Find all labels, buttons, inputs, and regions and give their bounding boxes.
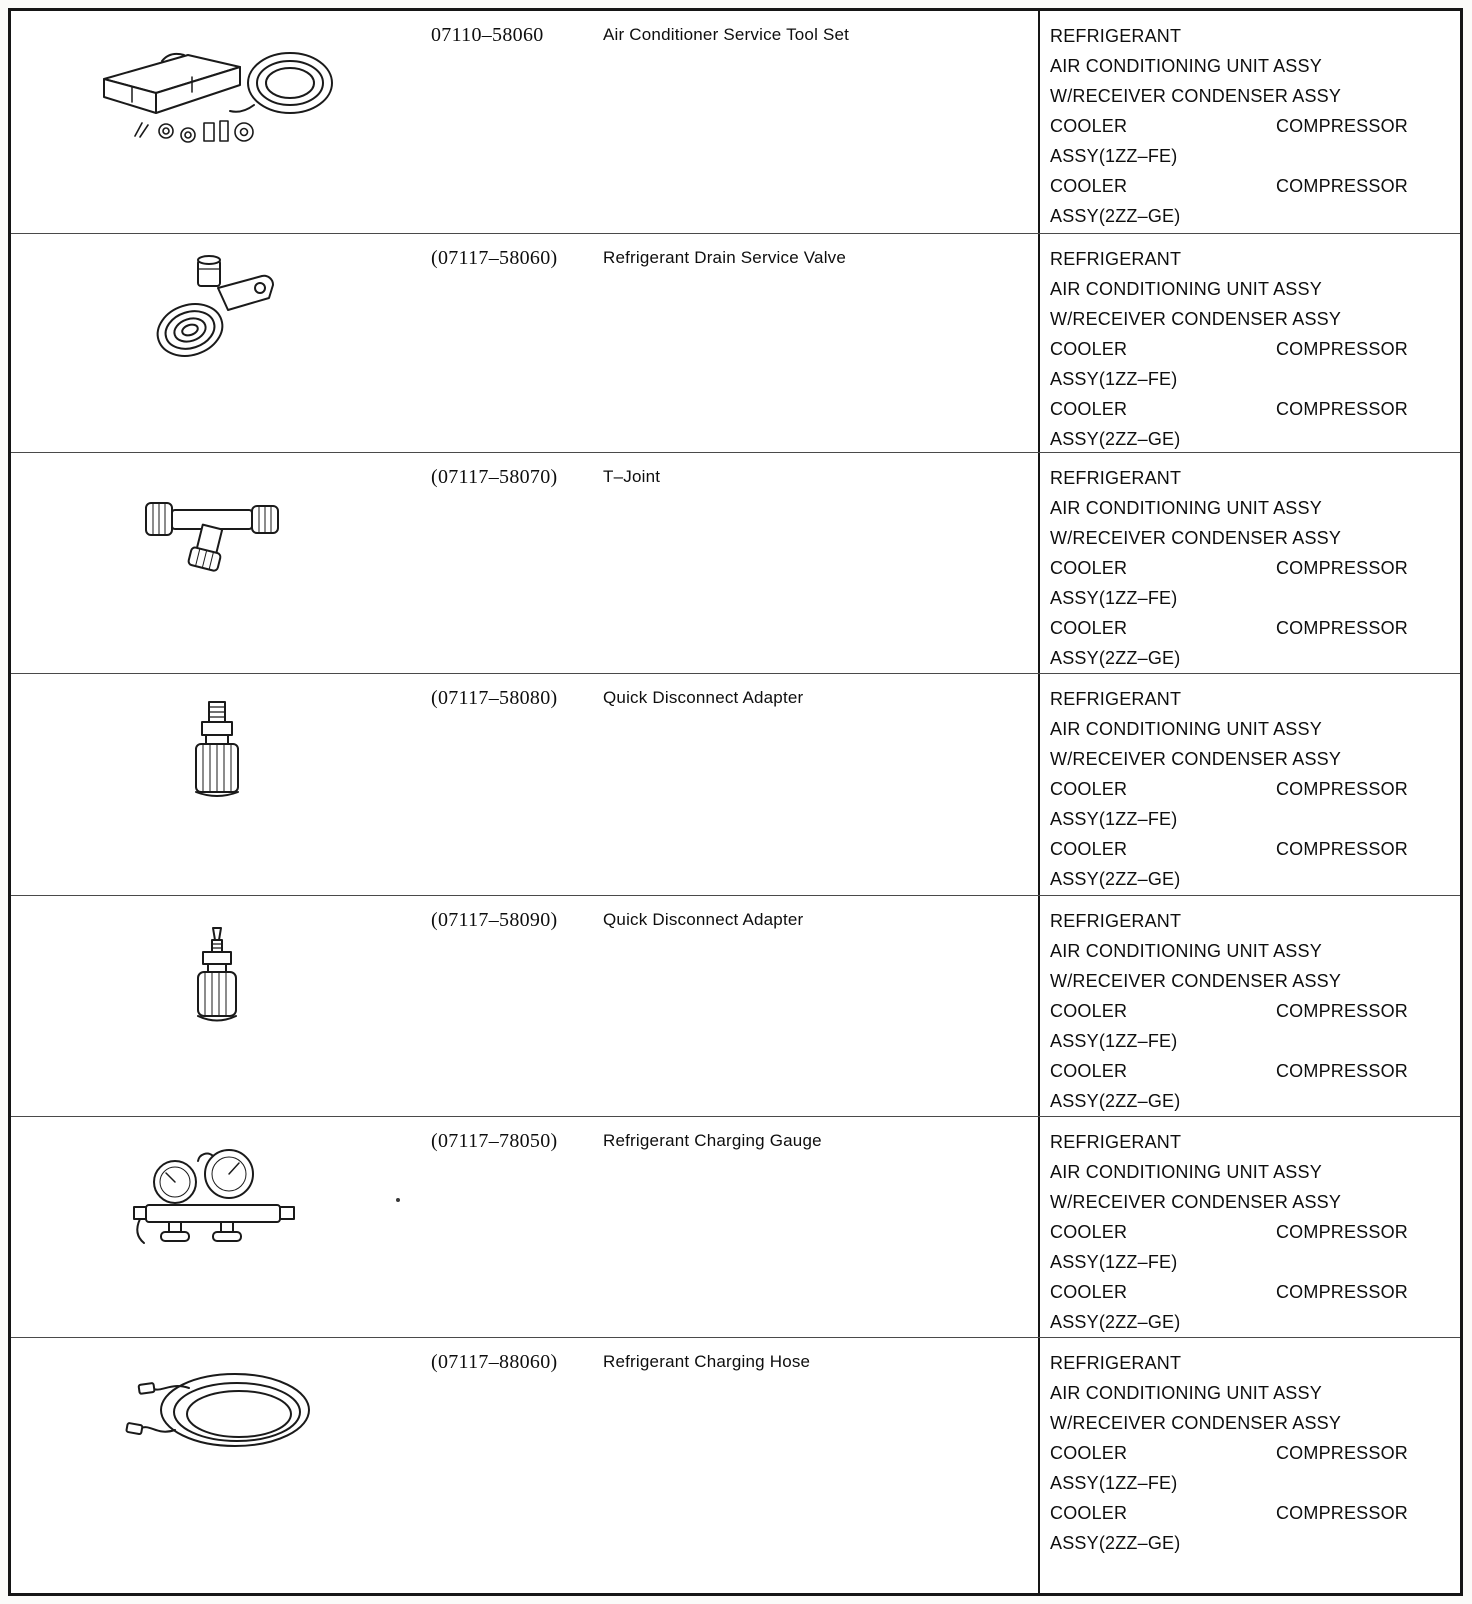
applications-list bbox=[1038, 674, 1460, 895]
application-text: COMPRESSOR bbox=[1275, 1443, 1408, 1463]
application-text: COOLER bbox=[1050, 116, 1128, 136]
application-line bbox=[1050, 493, 1408, 523]
application-text: COMPRESSOR bbox=[1275, 618, 1408, 638]
application-line bbox=[1050, 1127, 1408, 1157]
table-row bbox=[11, 1116, 1460, 1337]
application-text: COOLER bbox=[1050, 558, 1128, 578]
applications-list bbox=[1038, 234, 1460, 454]
application-line bbox=[1050, 583, 1408, 613]
application-line bbox=[1050, 996, 1408, 1026]
tool-name: Quick Disconnect Adapter bbox=[603, 688, 804, 707]
application-line bbox=[1050, 171, 1408, 201]
application-line bbox=[1050, 523, 1408, 553]
application-line bbox=[1050, 1277, 1408, 1307]
application-line bbox=[1050, 1247, 1408, 1277]
table-row bbox=[11, 895, 1460, 1116]
tool-name: Air Conditioner Service Tool Set bbox=[603, 25, 850, 44]
application-line bbox=[1050, 714, 1408, 744]
refrigerant-drain-service-valve-illustration bbox=[142, 252, 292, 372]
application-text: ASSY(2ZZ–GE) bbox=[1050, 429, 1181, 449]
application-text: AIR CONDITIONING UNIT ASSY bbox=[1050, 941, 1322, 961]
application-text: ASSY(2ZZ–GE) bbox=[1050, 206, 1181, 226]
table-row bbox=[11, 452, 1460, 673]
application-line bbox=[1050, 141, 1408, 171]
quick-disconnect-adapter-illustration bbox=[181, 698, 253, 810]
application-text: COMPRESSOR bbox=[1275, 558, 1408, 578]
application-text: ASSY(2ZZ–GE) bbox=[1050, 1091, 1181, 1111]
table-row bbox=[11, 11, 1460, 233]
application-text: ASSY(1ZZ–FE) bbox=[1050, 146, 1178, 166]
application-line bbox=[1050, 1026, 1408, 1056]
application-text: REFRIGERANT bbox=[1050, 249, 1182, 269]
application-line bbox=[1050, 1056, 1408, 1086]
application-text: COOLER bbox=[1050, 176, 1128, 196]
application-text: AIR CONDITIONING UNIT ASSY bbox=[1050, 719, 1322, 739]
application-text: ASSY(1ZZ–FE) bbox=[1050, 588, 1178, 608]
application-line bbox=[1050, 1528, 1408, 1558]
application-line bbox=[1050, 304, 1408, 334]
table-row bbox=[11, 673, 1460, 895]
application-text: ASSY(2ZZ–GE) bbox=[1050, 869, 1181, 889]
application-line bbox=[1050, 553, 1408, 583]
application-text: COMPRESSOR bbox=[1275, 176, 1408, 196]
applications-list bbox=[1038, 896, 1460, 1116]
application-text: COMPRESSOR bbox=[1275, 1001, 1408, 1021]
application-line bbox=[1050, 1348, 1408, 1378]
application-text: COMPRESSOR bbox=[1275, 839, 1408, 859]
application-line bbox=[1050, 966, 1408, 996]
tool-illustration-cell bbox=[11, 234, 423, 454]
application-text: ASSY(1ZZ–FE) bbox=[1050, 369, 1178, 389]
application-text: COOLER bbox=[1050, 1222, 1128, 1242]
application-text: W/RECEIVER CONDENSER ASSY bbox=[1050, 749, 1342, 769]
application-text: COMPRESSOR bbox=[1275, 1503, 1408, 1523]
table-row bbox=[11, 233, 1460, 452]
application-line bbox=[1050, 1468, 1408, 1498]
application-line bbox=[1050, 684, 1408, 714]
application-line bbox=[1050, 51, 1408, 81]
tool-name: Refrigerant Charging Gauge bbox=[603, 1131, 822, 1150]
application-text: COOLER bbox=[1050, 339, 1128, 359]
part-number: (07117–58080) bbox=[431, 687, 558, 709]
application-text: REFRIGERANT bbox=[1050, 26, 1182, 46]
application-text: COMPRESSOR bbox=[1275, 1061, 1408, 1081]
application-text: REFRIGERANT bbox=[1050, 689, 1182, 709]
quick-disconnect-adapter-illustration bbox=[181, 924, 253, 1032]
application-line bbox=[1050, 864, 1408, 894]
applications-list bbox=[1038, 1117, 1460, 1337]
application-text: REFRIGERANT bbox=[1050, 1132, 1182, 1152]
application-text: ASSY(2ZZ–GE) bbox=[1050, 1533, 1181, 1553]
tool-illustration-cell bbox=[11, 1338, 423, 1593]
refrigerant-charging-hose-illustration bbox=[115, 1362, 320, 1462]
sst-parts-table bbox=[8, 8, 1463, 1596]
refrigerant-charging-gauge-illustration bbox=[128, 1147, 306, 1259]
application-text: COOLER bbox=[1050, 1282, 1128, 1302]
application-line bbox=[1050, 1157, 1408, 1187]
application-line bbox=[1050, 111, 1408, 141]
application-line bbox=[1050, 613, 1408, 643]
application-line bbox=[1050, 906, 1408, 936]
part-number: (07117–88060) bbox=[431, 1351, 558, 1373]
application-line bbox=[1050, 21, 1408, 51]
application-text: COMPRESSOR bbox=[1275, 1222, 1408, 1242]
application-text: ASSY(2ZZ–GE) bbox=[1050, 648, 1181, 668]
application-text: REFRIGERANT bbox=[1050, 468, 1182, 488]
application-text: AIR CONDITIONING UNIT ASSY bbox=[1050, 279, 1322, 299]
application-text: COMPRESSOR bbox=[1275, 1282, 1408, 1302]
application-text: ASSY(1ZZ–FE) bbox=[1050, 1473, 1178, 1493]
application-line bbox=[1050, 201, 1408, 231]
application-text: COOLER bbox=[1050, 1061, 1128, 1081]
application-text: W/RECEIVER CONDENSER ASSY bbox=[1050, 86, 1342, 106]
application-text: W/RECEIVER CONDENSER ASSY bbox=[1050, 1192, 1342, 1212]
tool-name: Refrigerant Drain Service Valve bbox=[603, 248, 847, 267]
tool-illustration-cell bbox=[11, 11, 423, 233]
application-line bbox=[1050, 834, 1408, 864]
application-line bbox=[1050, 463, 1408, 493]
application-text: COOLER bbox=[1050, 1443, 1128, 1463]
part-number: (07117–58090) bbox=[431, 909, 558, 931]
part-number: (07117–58070) bbox=[431, 466, 558, 488]
application-line bbox=[1050, 643, 1408, 673]
tool-name: Quick Disconnect Adapter bbox=[603, 910, 804, 929]
application-text: W/RECEIVER CONDENSER ASSY bbox=[1050, 528, 1342, 548]
part-number: (07117–58060) bbox=[431, 247, 558, 269]
application-line bbox=[1050, 1217, 1408, 1247]
application-text: AIR CONDITIONING UNIT ASSY bbox=[1050, 1162, 1322, 1182]
application-line bbox=[1050, 744, 1408, 774]
application-text: W/RECEIVER CONDENSER ASSY bbox=[1050, 309, 1342, 329]
tool-name: Refrigerant Charging Hose bbox=[603, 1352, 811, 1371]
application-line bbox=[1050, 394, 1408, 424]
application-text: ASSY(2ZZ–GE) bbox=[1050, 1312, 1181, 1332]
application-text: COOLER bbox=[1050, 399, 1128, 419]
application-line bbox=[1050, 804, 1408, 834]
tool-illustration-cell bbox=[11, 1117, 423, 1337]
application-text: ASSY(1ZZ–FE) bbox=[1050, 1252, 1178, 1272]
application-line bbox=[1050, 1408, 1408, 1438]
application-text: COOLER bbox=[1050, 839, 1128, 859]
application-text: ASSY(1ZZ–FE) bbox=[1050, 1031, 1178, 1051]
application-text: AIR CONDITIONING UNIT ASSY bbox=[1050, 1383, 1322, 1403]
application-text: REFRIGERANT bbox=[1050, 1353, 1182, 1373]
application-line bbox=[1050, 774, 1408, 804]
tool-illustration-cell bbox=[11, 896, 423, 1116]
application-line bbox=[1050, 334, 1408, 364]
application-text: W/RECEIVER CONDENSER ASSY bbox=[1050, 971, 1342, 991]
application-text: COOLER bbox=[1050, 618, 1128, 638]
application-text: ASSY(1ZZ–FE) bbox=[1050, 809, 1178, 829]
application-text: COOLER bbox=[1050, 1503, 1128, 1523]
application-line bbox=[1050, 1438, 1408, 1468]
application-text: COMPRESSOR bbox=[1275, 339, 1408, 359]
application-line bbox=[1050, 244, 1408, 274]
application-text: W/RECEIVER CONDENSER ASSY bbox=[1050, 1413, 1342, 1433]
application-line bbox=[1050, 424, 1408, 454]
application-line bbox=[1050, 1498, 1408, 1528]
t-joint-illustration bbox=[140, 483, 295, 583]
application-line bbox=[1050, 1378, 1408, 1408]
applications-list bbox=[1038, 1338, 1460, 1593]
application-line bbox=[1050, 936, 1408, 966]
application-text: COMPRESSOR bbox=[1275, 116, 1408, 136]
application-line bbox=[1050, 1307, 1408, 1337]
tool-illustration-cell bbox=[11, 453, 423, 673]
table-row bbox=[11, 1337, 1460, 1593]
tool-illustration-cell bbox=[11, 674, 423, 895]
application-text: AIR CONDITIONING UNIT ASSY bbox=[1050, 498, 1322, 518]
application-text: COOLER bbox=[1050, 779, 1128, 799]
application-line bbox=[1050, 364, 1408, 394]
application-text: REFRIGERANT bbox=[1050, 911, 1182, 931]
tool-name: T–Joint bbox=[603, 467, 661, 486]
application-line bbox=[1050, 1187, 1408, 1217]
air-conditioner-service-tool-set-illustration bbox=[92, 39, 342, 149]
application-text: COMPRESSOR bbox=[1275, 399, 1408, 419]
applications-list bbox=[1038, 453, 1460, 673]
application-text: AIR CONDITIONING UNIT ASSY bbox=[1050, 56, 1322, 76]
applications-list bbox=[1038, 11, 1460, 233]
part-number: (07117–78050) bbox=[431, 1130, 558, 1152]
part-number: 07110–58060 bbox=[431, 24, 544, 46]
application-text: COOLER bbox=[1050, 1001, 1128, 1021]
application-line bbox=[1050, 274, 1408, 304]
application-line bbox=[1050, 81, 1408, 111]
scan-artifact-dot bbox=[396, 1198, 400, 1202]
application-text: COMPRESSOR bbox=[1275, 779, 1408, 799]
application-line bbox=[1050, 1086, 1408, 1116]
